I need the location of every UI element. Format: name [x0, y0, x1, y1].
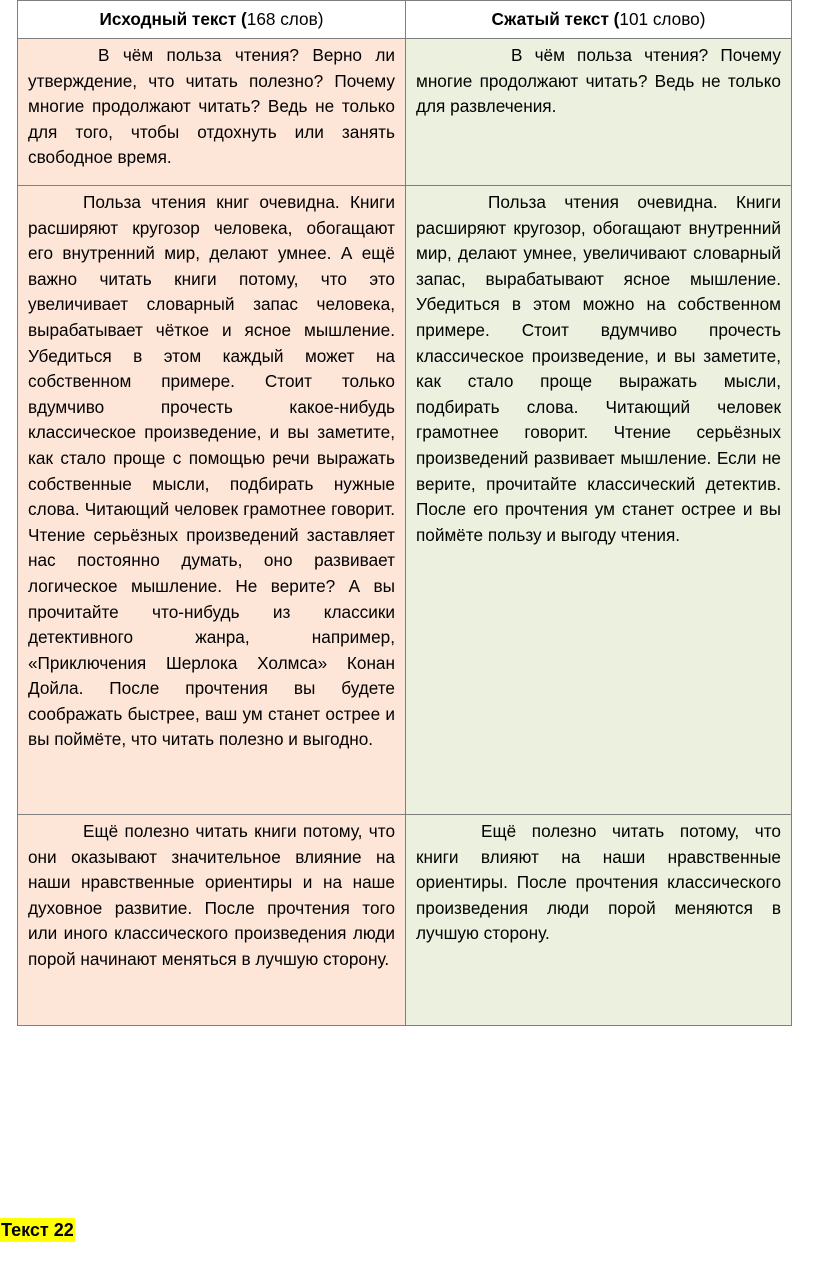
- original-text-cell: [18, 815, 406, 1026]
- original-text-cell: [18, 186, 406, 815]
- header-compressed-bold: Сжатый текст (: [491, 8, 620, 29]
- compressed-text-cell: [406, 186, 792, 815]
- header-compressed-count: 101 слово): [619, 8, 706, 29]
- header-compressed: [406, 1, 792, 39]
- compressed-paragraph: Польза чтения очевидна. Книги расширяют кругозор, обогащают внутренний мир, делают умнее, увеличивают словарный запас, вырабатывают ясное мышление. Убедиться в этом можно на собственном примере. Стоит вдумчиво прочесть классическое произведение, и вы заметите, как стало проще выражать мысли, подбирать слова. Читающий человек грамотнее говорит. Чтение серьёзных произведений развивает мышление. Если не верите, прочитайте классический детектив. После его прочтения ум станет острее и вы поймёте пользу и выгоду чтения.: [416, 192, 781, 545]
- table-row: [18, 186, 792, 815]
- original-paragraph: В чём польза чтения? Верно ли утверждение, что читать полезно? Почему многие продолжают читать? Ведь не только для того, чтобы отдохнуть или занять свободное время.: [28, 45, 395, 168]
- table-row: [18, 815, 792, 1026]
- compressed-paragraph: Ещё полезно читать потому, что книги влияют на наши нравственные ориентиры. После прочтения классического произведения люди порой меняются в лучшую сторону.: [416, 821, 781, 944]
- comparison-table: [17, 0, 792, 1026]
- original-paragraph: Ещё полезно читать книги потому, что они оказывают значительное влияние на наши нравственные ориентиры и на наше духовное развитие. После прочтения того или иного классического произведения люди порой начинают меняться в лучшую сторону.: [28, 821, 395, 969]
- header-row: [18, 1, 792, 39]
- header-original: [18, 1, 406, 39]
- text-number-label: Текст 22: [1, 1220, 74, 1240]
- header-original-bold: Исходный текст (: [99, 8, 247, 29]
- original-paragraph: Польза чтения книг очевидна. Книги расширяют кругозор человека, обогащают его внутренний мир, делают умнее. А ещё важно читать книги потому, что это увеличивает словарный запас человека, вырабатывает чёткое и ясное мышление. Убедиться в этом каждый может на собственном примере. Стоит только вдумчиво прочесть какое-нибудь классическое произведение, и вы заметите, как стало проще с помощью речи выражать собственные мысли, подбирать нужные слова. Читающий человек грамотнее говорит. Чтение серьёзных произведений заставляет нас постоянно думать, оно развивает логическое мышление. Не верите? А вы прочитайте что-нибудь из классики детективного жанра, например, «Приключения Шерлока Холмса» Конан Дойла. После прочтения вы будете соображать быстрее, ваш ум станет острее и вы поймёте, что читать полезно и выгодно.: [28, 192, 395, 750]
- table-row: [18, 39, 792, 186]
- compressed-text-cell: [406, 815, 792, 1026]
- original-text-cell: [18, 39, 406, 186]
- compressed-text-cell: [406, 39, 792, 186]
- header-original-count: 168 слов): [246, 8, 324, 29]
- compressed-paragraph: В чём польза чтения? Почему многие продолжают читать? Ведь не только для развлечения.: [416, 45, 781, 117]
